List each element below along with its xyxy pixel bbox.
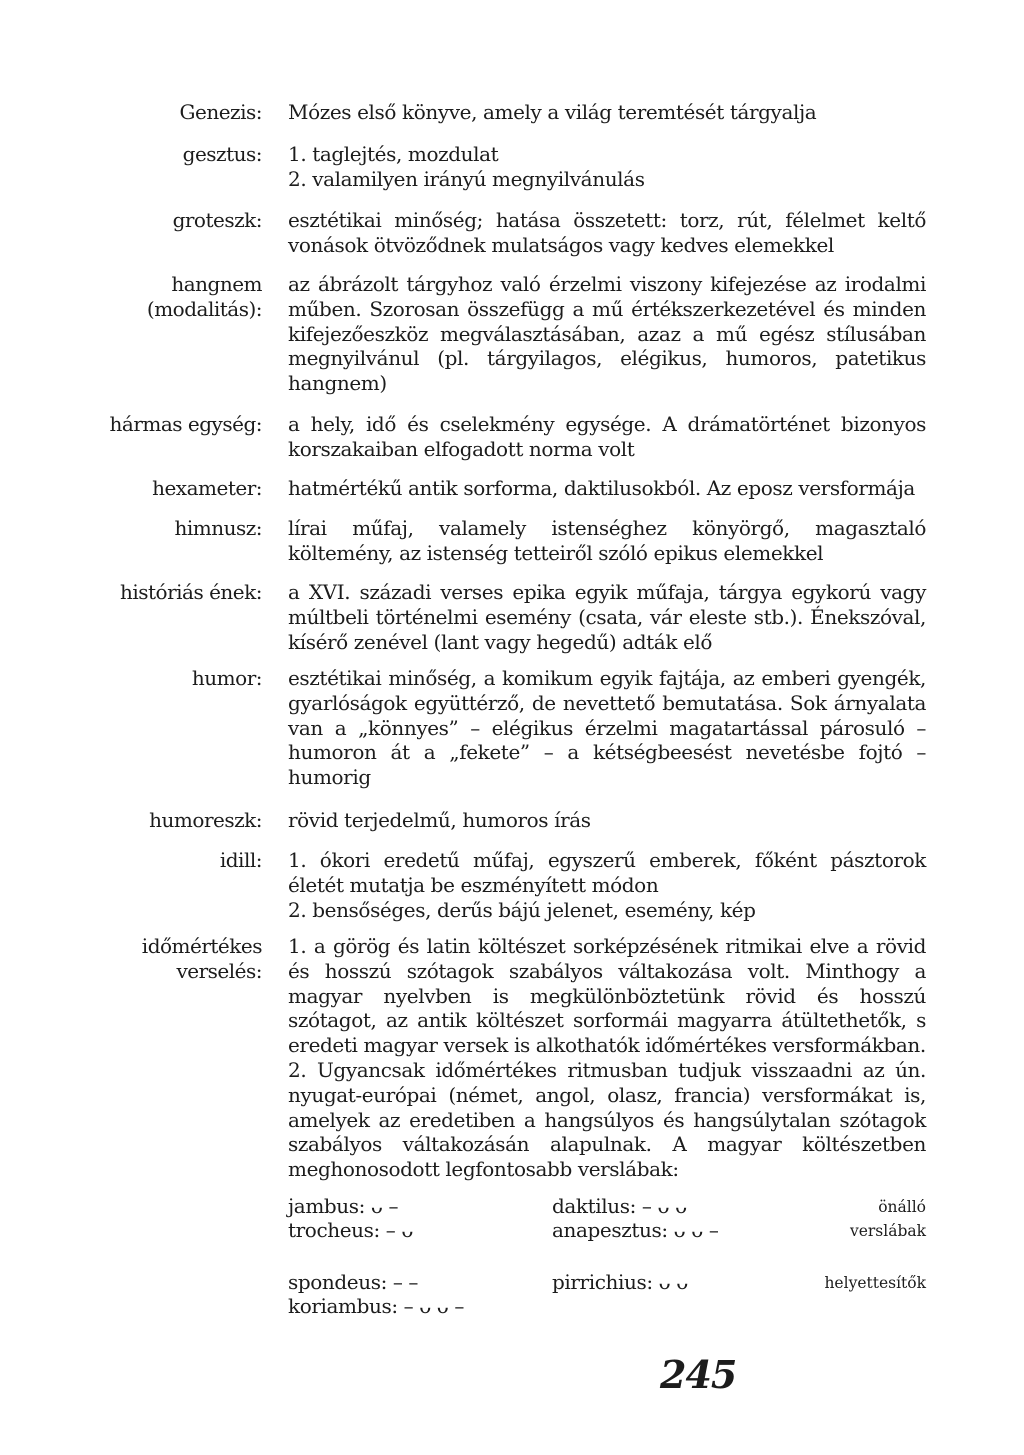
meter-anapesztus: anapesztus: ᴗ ᴗ – <box>552 1218 719 1242</box>
entry-term: időmértékes verselés: <box>141 934 262 983</box>
entry-term: históriás ének: <box>119 580 262 604</box>
entry-definition: Mózes első könyve, amely a világ teremtését tárgyalja <box>288 100 817 124</box>
page-number: 245 <box>660 1352 737 1397</box>
entry-term: groteszk: <box>172 208 262 232</box>
entry-definition: rövid terjedelmű, humoros írás <box>288 808 591 832</box>
entry-term: gesztus: <box>182 142 262 166</box>
entry-term: hexameter: <box>152 476 262 500</box>
entry-term: humor: <box>191 666 262 690</box>
entry-term: hármas egység: <box>109 412 262 436</box>
entry-definition: 1. a görög és latin költészet sorképzésének ritmikai elve a rövid és hosszú szótagok szabályos váltakozása volt. Minthogy a magyar nyelvben is megkülönböztetünk rövid és hosszú szótagot, az antik költészet sorformái magyarra átültethetők, s eredeti magyar versek is alkothatók időmértékes versformákban. 2. Ugyancsak időmértékes ritmusban tudjuk visszaadni az ún. nyugat-európai (német, angol, olasz, francia) versformákat is, amelyek az eredetiben a hangsúlyos és hangsúlytalan szótagok szabályos váltakozásán alapulnak. A magyar költészetben meghonosodott legfontosabb verslábak: <box>288 934 926 1182</box>
entry-term: himnusz: <box>174 516 262 540</box>
entry-term: humoreszk: <box>149 808 262 832</box>
meter-daktilus: daktilus: – ᴗ ᴗ <box>552 1194 687 1218</box>
entry-term: idill: <box>219 848 262 872</box>
entry-definition: 1. ókori eredetű műfaj, egyszerű emberek, főként pásztorok életét mutatja be eszményített módon 2. bensőséges, derűs bájú jelenet, esemény, kép <box>288 848 926 922</box>
meter-jambus: jambus: ᴗ – <box>288 1194 399 1218</box>
meter-note-helyettesitok: helyettesítők <box>824 1274 926 1292</box>
entry-definition: a hely, idő és cselekmény egysége. A drámatörténet bizonyos korszakaiban elfogadott norma volt <box>288 412 926 461</box>
meter-spondeus: spondeus: – – <box>288 1270 419 1294</box>
entry-term: hangnem (modalitás): <box>146 272 262 321</box>
entry-definition: a XVI. századi verses epika egyik műfaja, tárgya egykorú vagy múltbeli történelmi esemény (csata, vár eleste stb.). Énekszóval, kísérő zenével (lant vagy hegedű) adták elő <box>288 580 926 654</box>
entry-definition: az ábrázolt tárgyhoz való érzelmi viszony kifejezése az irodalmi műben. Szorosan összefügg a mű értékszerkezetével és minden kifejezőeszköz megválasztásában, azaz a mű egész stílusában megnyilvánul (pl. tárgyilagos, elégikus, humoros, patetikus hangnem) <box>288 272 926 396</box>
entry-term: Genezis: <box>179 100 262 124</box>
meter-note-onallo: önálló <box>878 1198 926 1216</box>
meter-note-verslabak: verslábak <box>849 1222 926 1240</box>
meter-pirrichius: pirrichius: ᴗ ᴗ <box>552 1270 688 1294</box>
entry-definition: hatmértékű antik sorforma, daktilusokból. Az eposz versformája <box>288 476 915 500</box>
entry-definition: esztétikai minőség, a komikum egyik fajtája, az emberi gyengék, gyarlóságok együttérző, de nevettető bemutatása. Sok árnyalata van a „könnyes” – elégikus érzelmi magatartással párosuló – humoron át a „fekete” – a kétségbeesést nevetésbe fojtó – humorig <box>288 666 926 790</box>
entry-definition: 1. taglejtés, mozdulat 2. valamilyen irányú megnyilvánulás <box>288 142 645 191</box>
entry-definition: esztétikai minőség; hatása összetett: torz, rút, félelmet keltő vonások ötvöződnek mulatságos vagy kedves elemekkel <box>288 208 926 257</box>
entry-definition: lírai műfaj, valamely istenséghez könyörgő, magasztaló költemény, az istenség tetteiről szóló epikus elemekkel <box>288 516 926 565</box>
meter-trocheus: trocheus: – ᴗ <box>288 1218 413 1242</box>
meter-koriambus: koriambus: – ᴗ ᴗ – <box>288 1294 465 1318</box>
